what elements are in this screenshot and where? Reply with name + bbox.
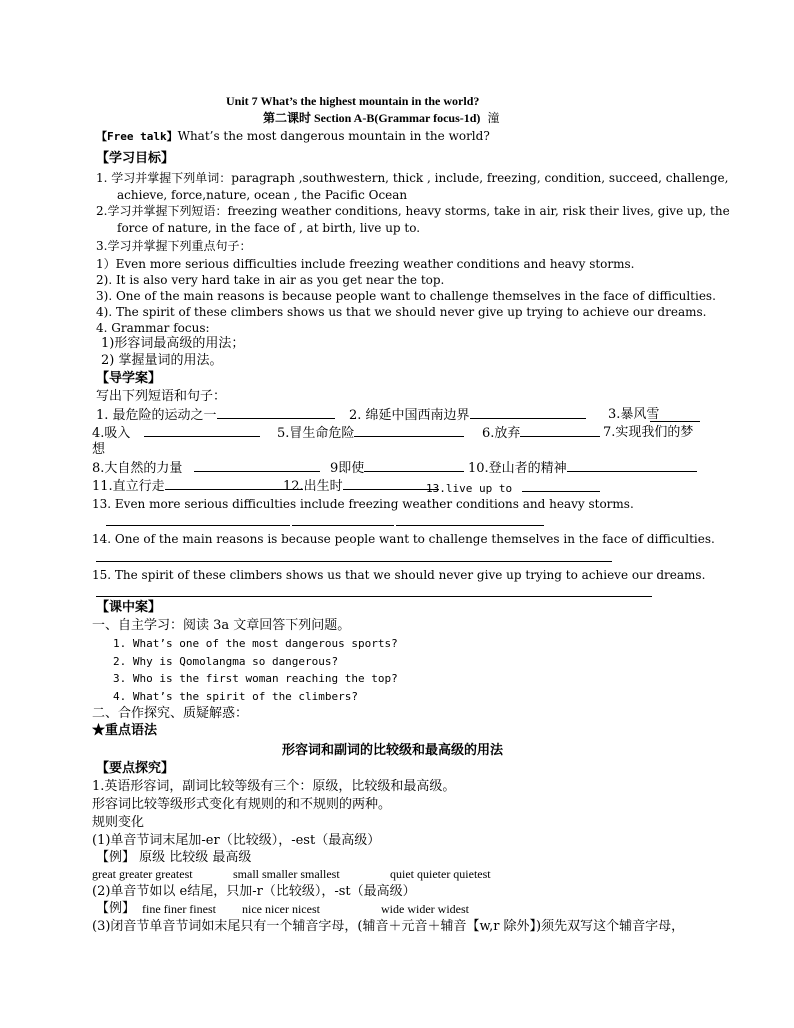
- phrase-12: 12.出生时: [283, 479, 343, 494]
- free-talk-text: What’s the most dangerous mountain in the world?: [177, 129, 490, 143]
- phrase-2: 2. 绵延中国西南边界: [349, 408, 470, 423]
- example-label-2: 【例】: [96, 901, 136, 916]
- phrase-9-wrap: [330, 460, 464, 477]
- phrase-2-wrap: [349, 407, 586, 424]
- question-4: 4. What’s the spirit of the climbers?: [113, 690, 359, 703]
- lesson-title-tail: 潼: [487, 111, 500, 125]
- phrase-row-3: [92, 460, 320, 477]
- answer-blank[interactable]: [343, 478, 439, 490]
- answer-blank[interactable]: [364, 460, 464, 472]
- phrase-row-1: [96, 407, 335, 424]
- phrase-1: 1. 最危险的运动之一: [96, 408, 217, 423]
- phrase-4: 4.吸入: [92, 426, 131, 441]
- key-grammar-heading: ★重点语法: [92, 723, 158, 738]
- points-heading: 【要点探究】: [96, 761, 175, 776]
- grammar-title: 形容词和副词的比较级和最高级的用法: [282, 743, 504, 758]
- answer-blank[interactable]: [567, 460, 697, 472]
- translate-13: 13. Even more serious difficulties include freezing weather conditions and heavy storms.: [92, 497, 634, 511]
- answer-blank[interactable]: [194, 460, 320, 472]
- key-sentence-2: 2). It is also very hard take in air as you get near the top.: [96, 273, 445, 287]
- phrase-9: 9即使: [330, 461, 365, 476]
- rule-2: (2)单音节如以 e结尾，只加-r（比较级），-st（最高级）: [92, 884, 416, 899]
- phrase-6-wrap: [482, 425, 600, 442]
- key-sentence-4: 4). The spirit of these climbers shows us that we should never give up trying to achieve our dreams.: [96, 305, 707, 319]
- lesson-title: [263, 111, 499, 125]
- unit-title: Unit 7 What’s the highest mountain in the world?: [226, 94, 480, 108]
- example-2c: wide wider widest: [381, 902, 469, 916]
- grammar-goal-1: 1)形容词最高级的用法；: [101, 336, 245, 351]
- key-sentence-1: 1）Even more serious difficulties include freezing weather conditions and heavy storms.: [96, 257, 635, 271]
- self-study: 一、自主学习：阅读 3a 文章回答下列问题。: [92, 618, 351, 633]
- question-3: 3. Who is the first woman reaching the top?: [113, 672, 398, 685]
- cooperation-heading: 二、合作探究、质疑解惑：: [92, 706, 249, 721]
- goal-item-1: 1. 学习并掌握下列单词：paragraph ,southwestern, thick , include, freezing, condition, succeed, challenge,: [96, 171, 729, 185]
- grammar-goal-2: 2) 掌握量词的用法。: [101, 353, 223, 368]
- phrase-10-wrap: [468, 460, 697, 477]
- phrase-11: 11.直立行走: [92, 479, 165, 494]
- class-heading: 【课中案】: [96, 600, 162, 615]
- question-1: 1. What’s one of the most dangerous sports?: [113, 637, 398, 650]
- goals-heading: 【学习目标】: [96, 151, 175, 166]
- rule-1: (1)单音节词末尾加-er（比较级），-est（最高级）: [92, 833, 381, 848]
- answer-line-13c[interactable]: [396, 525, 544, 526]
- point-3: 规则变化: [92, 815, 145, 830]
- phrase-7-cont: 想: [92, 442, 106, 457]
- phrase-8: 8.大自然的力量: [92, 461, 183, 476]
- goal-item-2b: force of nature, in the face of , at birth, live up to.: [117, 221, 421, 235]
- example-2b: nice nicer nicest: [242, 902, 320, 916]
- phrase-row-4: [92, 478, 303, 495]
- phrase-5: 5.冒生命危险: [277, 426, 355, 441]
- lesson-title-text: 第二课时 Section A-B(Grammar focus-1d): [263, 111, 481, 125]
- example-1b: small smaller smallest: [233, 867, 340, 881]
- translate-15: 15. The spirit of these climbers shows us that we should never give up trying to achieve our dreams.: [92, 568, 706, 582]
- answer-blank[interactable]: [144, 425, 260, 437]
- phrase-6: 6.放弃: [482, 426, 521, 441]
- answer-blank[interactable]: [470, 407, 586, 419]
- phrase-13-wrap: [426, 480, 600, 496]
- key-sentence-3: 3). One of the main reasons is because people want to challenge themselves in the face of difficulties.: [96, 289, 716, 303]
- goal-item-1b: achieve, force,nature, ocean , the Pacific Ocean: [117, 188, 408, 202]
- point-2: 形容词比较等级形式变化有规则的和不规则的两种。: [92, 797, 392, 812]
- goal-item-2: 2.学习并掌握下列短语：freezing weather conditions, heavy storms, take in air, risk their lives, give up, the: [96, 204, 730, 218]
- phrase-row-2: [92, 425, 260, 442]
- answer-blank[interactable]: [522, 480, 600, 492]
- answer-line-14[interactable]: [96, 561, 612, 562]
- example-1a: great greater greatest: [92, 867, 193, 881]
- phrase-3: 3.暴风雪: [608, 407, 660, 422]
- phrase-5-wrap: [277, 425, 464, 442]
- free-talk: [96, 129, 490, 144]
- guide-intro: 写出下列短语和句子：: [96, 389, 227, 404]
- answer-blank[interactable]: [165, 478, 303, 490]
- rule-3: (3)闭音节单音节词如末尾只有一个辅音字母，(辅音＋元音＋辅音【w,r 除外】)须先双写这个辅音字母，: [92, 919, 685, 934]
- answer-line-13[interactable]: [106, 525, 290, 526]
- example-2a: fine finer finest: [142, 902, 216, 916]
- guide-heading: 【导学案】: [96, 371, 162, 386]
- answer-blank-line[interactable]: [650, 421, 700, 422]
- example-1c: quiet quieter quietest: [390, 867, 491, 881]
- goal-item-4: 4. Grammar focus:: [96, 321, 210, 335]
- answer-blank[interactable]: [520, 425, 600, 437]
- example-label-1: 【例】 原级 比较级 最高级: [96, 850, 252, 865]
- answer-line-15[interactable]: [96, 596, 652, 597]
- answer-line-13b[interactable]: [292, 525, 394, 526]
- goal-item-3: 3.学习并掌握下列重点句子：: [96, 239, 252, 253]
- answer-blank[interactable]: [217, 407, 335, 419]
- phrase-12-wrap: [283, 478, 439, 495]
- translate-14: 14. One of the main reasons is because people want to challenge themselves in the face of difficulties.: [92, 532, 715, 546]
- phrase-7: 7.实现我们的梦: [603, 425, 694, 440]
- free-talk-label: 【Free talk】: [96, 130, 178, 143]
- point-1: 1.英语形容词，副词比较等级有三个：原级，比较级和最高级。: [92, 779, 456, 794]
- phrase-13: 13.live up to: [426, 482, 513, 495]
- answer-blank[interactable]: [354, 425, 464, 437]
- question-2: 2. Why is Qomolangma so dangerous?: [113, 655, 339, 668]
- phrase-10: 10.登山者的精神: [468, 461, 567, 476]
